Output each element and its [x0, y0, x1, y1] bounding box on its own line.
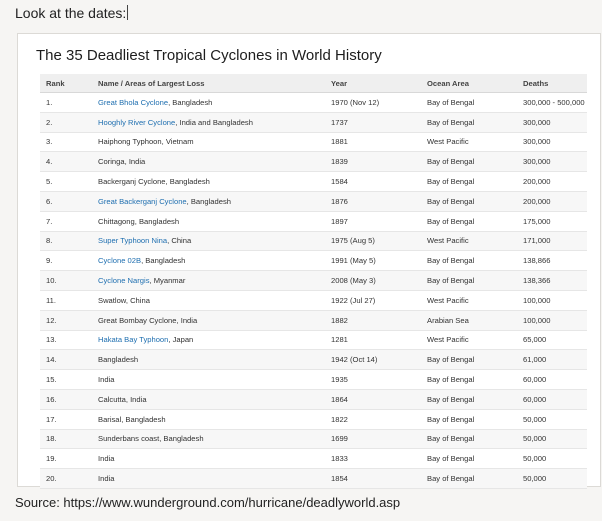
deaths-cell: 300,000	[517, 152, 587, 172]
name-cell	[92, 251, 325, 271]
year-cell: 1281	[325, 330, 421, 350]
rank-cell: 17.	[40, 409, 92, 429]
header-ocean: Ocean Area	[421, 74, 517, 93]
cyclone-link[interactable]: Cyclone Nargis	[98, 276, 150, 286]
year-cell: 1922 (Jul 27)	[325, 290, 421, 310]
ocean-cell: West Pacific	[421, 132, 517, 152]
name-cell: Haiphong Typhoon, Vietnam	[92, 132, 325, 152]
year-cell: 1833	[325, 449, 421, 469]
year-cell: 1881	[325, 132, 421, 152]
year-cell: 1584	[325, 172, 421, 192]
header-year: Year	[325, 74, 421, 93]
rank-cell: 2.	[40, 112, 92, 132]
ocean-cell: Bay of Bengal	[421, 93, 517, 113]
rank-cell: 7.	[40, 211, 92, 231]
year-cell: 1970 (Nov 12)	[325, 93, 421, 113]
location-text: , India and Bangladesh	[175, 117, 253, 127]
cyclone-link[interactable]: Great Backerganj Cyclone	[98, 196, 187, 206]
name-cell	[92, 271, 325, 291]
ocean-cell: West Pacific	[421, 231, 517, 251]
name-cell: Barisal, Bangladesh	[92, 409, 325, 429]
ocean-cell: Bay of Bengal	[421, 112, 517, 132]
cyclone-link[interactable]: Super Typhoon Nina	[98, 236, 168, 246]
table-row	[40, 132, 587, 152]
source-text: Source: https://www.wunderground.com/hurricane/deadlyworld.asp	[15, 495, 401, 510]
name-cell: India	[92, 449, 325, 469]
rank-cell: 5.	[40, 172, 92, 192]
name-cell: Great Bombay Cyclone, India	[92, 310, 325, 330]
name-cell: Coringa, India	[92, 152, 325, 172]
table-row	[40, 449, 587, 469]
rank-cell: 19.	[40, 449, 92, 469]
table-row	[40, 152, 587, 172]
deaths-cell: 50,000	[517, 409, 587, 429]
rank-cell: 20.	[40, 469, 92, 489]
text-cursor	[127, 5, 128, 20]
rank-cell: 9.	[40, 251, 92, 271]
table-row	[40, 350, 587, 370]
ocean-cell: Bay of Bengal	[421, 152, 517, 172]
ocean-cell: Bay of Bengal	[421, 251, 517, 271]
year-cell: 1882	[325, 310, 421, 330]
year-cell: 1854	[325, 469, 421, 489]
table-row	[40, 271, 587, 291]
table-row	[40, 172, 587, 192]
rank-cell: 13.	[40, 330, 92, 350]
year-cell: 1737	[325, 112, 421, 132]
deaths-cell: 200,000	[517, 172, 587, 192]
ocean-cell: Bay of Bengal	[421, 370, 517, 390]
rank-cell: 11.	[40, 290, 92, 310]
deaths-cell: 138,866	[517, 251, 587, 271]
deaths-cell: 100,000	[517, 310, 587, 330]
ocean-cell: Bay of Bengal	[421, 271, 517, 291]
name-cell	[92, 231, 325, 251]
year-cell: 1991 (May 5)	[325, 251, 421, 271]
year-cell: 1897	[325, 211, 421, 231]
deaths-cell: 300,000 - 500,000	[517, 93, 587, 113]
rank-cell: 12.	[40, 310, 92, 330]
table-body	[40, 93, 587, 489]
ocean-cell: Bay of Bengal	[421, 409, 517, 429]
name-cell: India	[92, 370, 325, 390]
name-cell	[92, 330, 325, 350]
deaths-cell: 50,000	[517, 469, 587, 489]
deaths-cell: 200,000	[517, 191, 587, 211]
rank-cell: 14.	[40, 350, 92, 370]
deaths-cell: 138,366	[517, 271, 587, 291]
table-row	[40, 310, 587, 330]
deaths-cell: 300,000	[517, 132, 587, 152]
cyclone-link[interactable]: Great Bhola Cyclone	[98, 97, 169, 107]
header-rank: Rank	[40, 74, 92, 93]
year-cell: 1935	[325, 370, 421, 390]
table-row	[40, 330, 587, 350]
year-cell: 1822	[325, 409, 421, 429]
year-cell: 2008 (May 3)	[325, 271, 421, 291]
table-card	[17, 33, 601, 487]
deaths-cell: 100,000	[517, 290, 587, 310]
name-cell	[92, 191, 325, 211]
deaths-cell: 61,000	[517, 350, 587, 370]
table-row	[40, 370, 587, 390]
deaths-cell: 65,000	[517, 330, 587, 350]
table-row	[40, 409, 587, 429]
deaths-cell: 50,000	[517, 449, 587, 469]
rank-cell: 10.	[40, 271, 92, 291]
name-cell: Bangladesh	[92, 350, 325, 370]
header-deaths: Deaths	[517, 74, 587, 93]
name-cell: Swatlow, China	[92, 290, 325, 310]
location-text: , China	[167, 236, 192, 246]
table-row	[40, 191, 587, 211]
location-text: , Bangladesh	[141, 256, 186, 266]
ocean-cell: Bay of Bengal	[421, 389, 517, 409]
ocean-cell: Bay of Bengal	[421, 191, 517, 211]
rank-cell: 8.	[40, 231, 92, 251]
table-row	[40, 290, 587, 310]
rank-cell: 3.	[40, 132, 92, 152]
ocean-cell: Bay of Bengal	[421, 429, 517, 449]
table-row	[40, 93, 587, 113]
deaths-cell: 60,000	[517, 389, 587, 409]
location-text: , Myanmar	[149, 276, 186, 286]
cyclone-link[interactable]: Cyclone 02B	[98, 256, 142, 266]
year-cell: 1942 (Oct 14)	[325, 350, 421, 370]
ocean-cell: West Pacific	[421, 330, 517, 350]
deaths-cell: 175,000	[517, 211, 587, 231]
table-row	[40, 231, 587, 251]
table-row	[40, 429, 587, 449]
year-cell: 1876	[325, 191, 421, 211]
intro-label: Look at the dates:	[15, 5, 127, 21]
year-cell: 1864	[325, 389, 421, 409]
table-row	[40, 389, 587, 409]
ocean-cell: Bay of Bengal	[421, 449, 517, 469]
table-row	[40, 211, 587, 231]
year-cell: 1839	[325, 152, 421, 172]
rank-cell: 16.	[40, 389, 92, 409]
ocean-cell: Bay of Bengal	[421, 172, 517, 192]
deaths-cell: 300,000	[517, 112, 587, 132]
year-cell: 1975 (Aug 5)	[325, 231, 421, 251]
rank-cell: 18.	[40, 429, 92, 449]
rank-cell: 6.	[40, 191, 92, 211]
location-text: , Bangladesh	[186, 196, 231, 206]
name-cell: India	[92, 469, 325, 489]
table-row	[40, 469, 587, 489]
cyclone-link[interactable]: Hakata Bay Typhoon	[98, 335, 169, 345]
ocean-cell: West Pacific	[421, 290, 517, 310]
name-cell: Sunderbans coast, Bangladesh	[92, 429, 325, 449]
cyclone-table	[40, 74, 587, 489]
deaths-cell: 60,000	[517, 370, 587, 390]
table-header	[40, 74, 587, 93]
location-text: , Japan	[168, 335, 194, 345]
rank-cell: 1.	[40, 93, 92, 113]
year-cell: 1699	[325, 429, 421, 449]
ocean-cell: Arabian Sea	[421, 310, 517, 330]
deaths-cell: 50,000	[517, 429, 587, 449]
header-name: Name / Areas of Largest Loss	[92, 74, 325, 93]
deaths-cell: 171,000	[517, 231, 587, 251]
ocean-cell: Bay of Bengal	[421, 350, 517, 370]
location-text: , Bangladesh	[168, 97, 213, 107]
table-row	[40, 251, 587, 271]
name-cell: Chittagong, Bangladesh	[92, 211, 325, 231]
rank-cell: 4.	[40, 152, 92, 172]
table-title: The 35 Deadliest Tropical Cyclones in World History	[36, 47, 382, 64]
ocean-cell: Bay of Bengal	[421, 211, 517, 231]
intro-text	[15, 5, 128, 21]
name-cell: Backerganj Cyclone, Bangladesh	[92, 172, 325, 192]
table-row	[40, 112, 587, 132]
rank-cell: 15.	[40, 370, 92, 390]
ocean-cell: Bay of Bengal	[421, 469, 517, 489]
header-row	[40, 74, 587, 93]
name-cell: Calcutta, India	[92, 389, 325, 409]
cyclone-link[interactable]: Hooghly River Cyclone	[98, 117, 176, 127]
name-cell	[92, 112, 325, 132]
name-cell	[92, 93, 325, 113]
